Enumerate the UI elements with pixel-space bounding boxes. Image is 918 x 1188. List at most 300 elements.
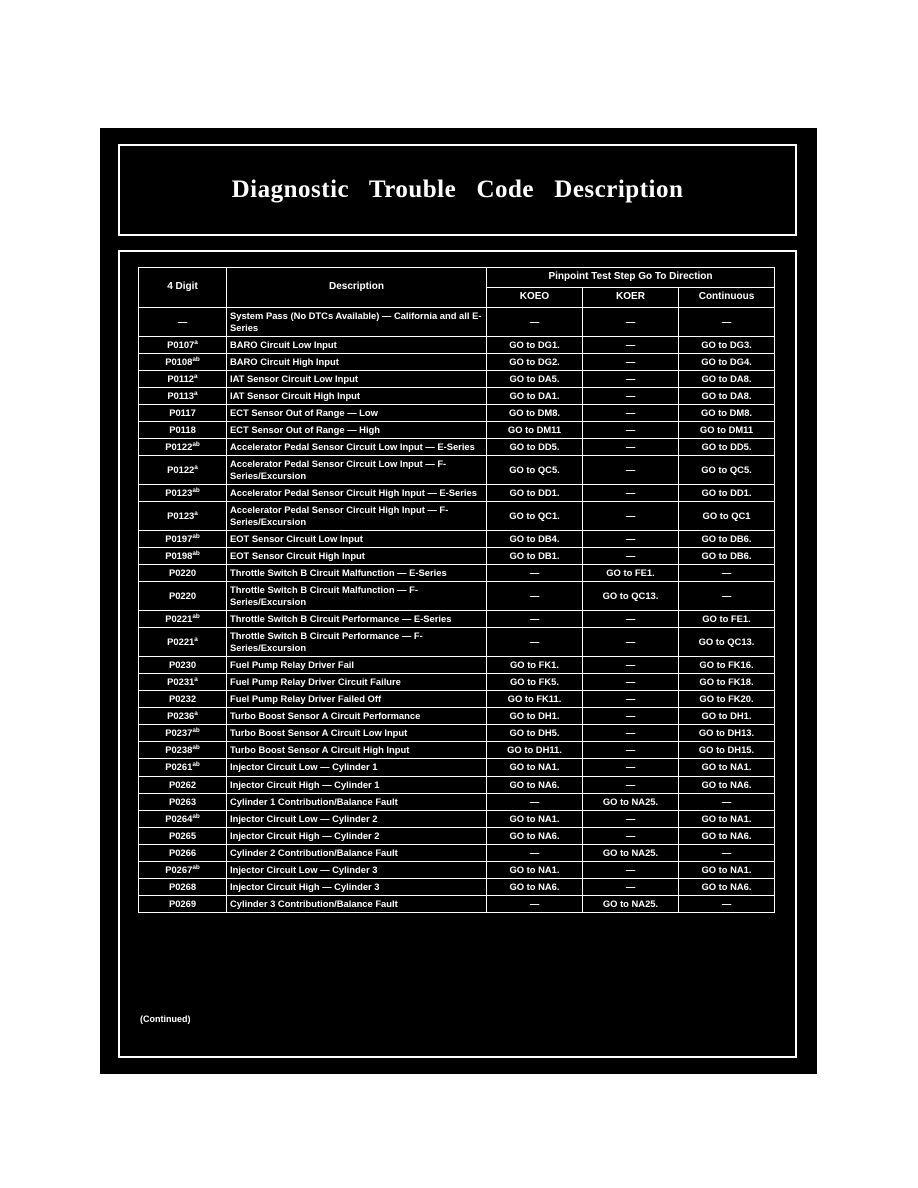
- cell-dtc-code: P0123$^a$: [139, 501, 227, 530]
- cell-description: Accelerator Pedal Sensor Circuit Low Input — F-Series/Excursion: [227, 455, 487, 484]
- pinpoint-test-step: NA1.: [538, 863, 560, 875]
- pinpoint-test-step: FK11.: [536, 693, 562, 705]
- cell-koer: [583, 582, 679, 611]
- cell-description: ECT Sensor Out of Range — Low: [227, 404, 487, 421]
- go-to-prefix: GO to: [701, 778, 731, 790]
- pinpoint-test-step: DM11: [536, 423, 562, 435]
- table-row: [139, 582, 775, 611]
- cell-koer: —: [583, 370, 679, 387]
- go-to-prefix: GO to: [509, 355, 538, 367]
- go-to-prefix: GO to: [701, 355, 730, 367]
- cell-dtc-code: $P0237^{ab}$: [139, 725, 227, 742]
- pinpoint-test-step: NA6.: [730, 829, 752, 841]
- cell-koeo: [487, 455, 583, 484]
- cell-koeo: —: [487, 628, 583, 657]
- cell-koer: —: [583, 531, 679, 548]
- cell-koer: —: [583, 742, 679, 759]
- pinpoint-test-step: DM8.: [537, 406, 561, 418]
- cell-dtc-code: P0107$^a$: [139, 336, 227, 353]
- cell-continuous: [679, 404, 775, 421]
- cell-dtc-code: P0112$^a$: [139, 370, 227, 387]
- go-to-prefix: GO to: [701, 863, 731, 875]
- cell-description: Fuel Pump Relay Driver Fail: [227, 657, 487, 674]
- column-header-description: Description: [227, 268, 487, 308]
- pinpoint-test-step: DG3.: [729, 338, 752, 350]
- pinpoint-test-step: DA1.: [538, 389, 560, 401]
- cell-description: System Pass (No DTCs Available) — California and all E-Series: [227, 307, 487, 336]
- cell-dtc-code: $P0123^{ab}$: [139, 484, 227, 501]
- cell-continuous: [679, 611, 775, 628]
- cell-koer: —: [583, 404, 679, 421]
- cell-continuous: [679, 370, 775, 387]
- cell-koeo: [487, 674, 583, 691]
- dtc-code-footnote-marker: ab: [192, 812, 200, 820]
- cell-description: EOT Sensor Circuit High Input: [227, 548, 487, 565]
- column-header-code: 4 Digit: [139, 268, 227, 308]
- dtc-code-footnote-marker: a: [194, 463, 198, 471]
- cell-koeo: —: [487, 565, 583, 582]
- go-to-prefix: GO to: [509, 372, 539, 384]
- pinpoint-test-step: DH5.: [538, 727, 560, 739]
- pinpoint-test-step: NA1.: [730, 761, 752, 773]
- cell-koer: —: [583, 336, 679, 353]
- go-to-prefix: GO to: [509, 486, 539, 498]
- cell-description: Throttle Switch B Circuit Malfunction — F-Series/Excursion: [227, 582, 487, 611]
- cell-dtc-code: P0230: [139, 657, 227, 674]
- go-to-prefix: GO to: [698, 636, 728, 648]
- go-to-prefix: GO to: [509, 463, 538, 475]
- cell-description: Injector Circuit Low — Cylinder 3: [227, 861, 487, 878]
- pinpoint-test-step: QC13.: [727, 636, 755, 648]
- continued-note: (Continued): [140, 1014, 191, 1024]
- pinpoint-test-step: DA8.: [730, 389, 752, 401]
- pinpoint-test-step: DM11: [728, 423, 754, 435]
- go-to-prefix: GO to: [701, 338, 730, 350]
- cell-dtc-code: P0269: [139, 895, 227, 912]
- table-row: [139, 827, 775, 844]
- cell-koer: —: [583, 776, 679, 793]
- cell-koer: —: [583, 455, 679, 484]
- go-to-prefix: GO to: [509, 812, 539, 824]
- table-row: [139, 387, 775, 404]
- cell-continuous: —: [679, 895, 775, 912]
- go-to-prefix: GO to: [701, 389, 731, 401]
- column-header-koeo: KOEO: [487, 287, 583, 307]
- pinpoint-test-step: DH15.: [727, 744, 755, 756]
- cell-koeo: [487, 438, 583, 455]
- table-row: [139, 742, 775, 759]
- dtc-code-footnote-marker: ab: [192, 440, 200, 448]
- cell-dtc-code: P0265: [139, 827, 227, 844]
- cell-koeo: —: [487, 844, 583, 861]
- go-to-prefix: GO to: [509, 550, 539, 562]
- table-row: [139, 657, 775, 674]
- go-to-prefix: GO to: [509, 880, 539, 892]
- cell-koeo: [487, 742, 583, 759]
- dtc-code-footnote-marker: a: [194, 710, 198, 718]
- cell-koer: —: [583, 611, 679, 628]
- pinpoint-test-step: DG4.: [729, 355, 752, 367]
- dtc-code-footnote-marker: ab: [192, 355, 200, 363]
- cell-description: IAT Sensor Circuit Low Input: [227, 370, 487, 387]
- pinpoint-test-step: FK5.: [538, 676, 559, 688]
- pinpoint-test-step: DM8.: [729, 406, 753, 418]
- go-to-prefix: GO to: [602, 897, 632, 909]
- cell-dtc-code: P0118: [139, 421, 227, 438]
- pinpoint-test-step: NA6.: [538, 829, 560, 841]
- cell-description: ECT Sensor Out of Range — High: [227, 421, 487, 438]
- dtc-code-footnote-marker: ab: [192, 532, 200, 540]
- go-to-prefix: GO to: [701, 463, 730, 475]
- pinpoint-test-step: NA25.: [631, 846, 659, 858]
- go-to-prefix: GO to: [509, 761, 539, 773]
- cell-koeo: [487, 421, 583, 438]
- go-to-prefix: GO to: [698, 727, 728, 739]
- pinpoint-test-step: NA25.: [631, 897, 659, 909]
- go-to-prefix: GO to: [701, 486, 731, 498]
- table-body: [139, 307, 775, 912]
- cell-continuous: [679, 353, 775, 370]
- cell-continuous: [679, 759, 775, 776]
- cell-dtc-code: $P0238^{ab}$: [139, 742, 227, 759]
- cell-continuous: [679, 628, 775, 657]
- go-to-prefix: GO to: [606, 567, 635, 579]
- pinpoint-test-step: NA6.: [538, 778, 560, 790]
- go-to-prefix: GO to: [509, 389, 539, 401]
- cell-continuous: [679, 708, 775, 725]
- dtc-code-footnote-marker: ab: [192, 486, 200, 494]
- cell-continuous: [679, 531, 775, 548]
- cell-dtc-code: $P0267^{ab}$: [139, 861, 227, 878]
- cell-koer: —: [583, 387, 679, 404]
- pinpoint-test-step: NA1.: [538, 761, 560, 773]
- cell-continuous: [679, 438, 775, 455]
- pinpoint-test-step: DG2.: [537, 355, 560, 367]
- cell-continuous: [679, 725, 775, 742]
- cell-description: Injector Circuit High — Cylinder 1: [227, 776, 487, 793]
- cell-dtc-code: P0266: [139, 844, 227, 861]
- cell-dtc-code: $P0197^{ab}$: [139, 531, 227, 548]
- cell-description: Throttle Switch B Circuit Performance — E-Series: [227, 611, 487, 628]
- table-row: [139, 725, 775, 742]
- cell-koeo: —: [487, 307, 583, 336]
- cell-dtc-code: P0236$^a$: [139, 708, 227, 725]
- cell-dtc-code: P0122$^a$: [139, 455, 227, 484]
- title-box: [118, 144, 797, 236]
- go-to-prefix: GO to: [699, 676, 729, 688]
- cell-dtc-code: P0113$^a$: [139, 387, 227, 404]
- pinpoint-test-step: NA1.: [538, 812, 560, 824]
- cell-koer: —: [583, 708, 679, 725]
- dtc-code-footnote-marker: ab: [192, 549, 200, 557]
- cell-description: Throttle Switch B Circuit Performance — F-Series/Excursion: [227, 628, 487, 657]
- table-head: [139, 268, 775, 308]
- cell-koeo: —: [487, 582, 583, 611]
- pinpoint-test-step: DD5.: [538, 440, 560, 452]
- go-to-prefix: GO to: [701, 829, 731, 841]
- table-row: [139, 793, 775, 810]
- cell-dtc-code: $P0122^{ab}$: [139, 438, 227, 455]
- pinpoint-test-step: DH11.: [535, 744, 562, 756]
- cell-description: Injector Circuit Low — Cylinder 2: [227, 810, 487, 827]
- dtc-code-footnote-marker: a: [194, 636, 198, 644]
- cell-continuous: —: [679, 565, 775, 582]
- pinpoint-test-step: QC5.: [537, 463, 560, 475]
- table-row: [139, 628, 775, 657]
- cell-koer: —: [583, 484, 679, 501]
- pinpoint-test-step: FE1.: [634, 567, 655, 579]
- cell-koeo: [487, 861, 583, 878]
- pinpoint-test-step: DH13.: [727, 727, 755, 739]
- go-to-prefix: GO to: [701, 372, 731, 384]
- cell-description: Turbo Boost Sensor A Circuit Performance: [227, 708, 487, 725]
- content-box: [118, 250, 797, 1058]
- cell-dtc-code: —: [139, 307, 227, 336]
- cell-continuous: [679, 548, 775, 565]
- go-to-prefix: GO to: [510, 676, 539, 688]
- cell-continuous: —: [679, 844, 775, 861]
- table-row: [139, 776, 775, 793]
- cell-dtc-code: P0221$^a$: [139, 628, 227, 657]
- cell-koeo: [487, 336, 583, 353]
- table-row: [139, 759, 775, 776]
- cell-dtc-code: P0268: [139, 878, 227, 895]
- cell-koer: —: [583, 501, 679, 530]
- cell-koer: [583, 565, 679, 582]
- cell-dtc-code: $P0198^{ab}$: [139, 548, 227, 565]
- cell-continuous: [679, 484, 775, 501]
- go-to-prefix: GO to: [701, 761, 731, 773]
- cell-continuous: [679, 861, 775, 878]
- cell-koeo: [487, 827, 583, 844]
- pinpoint-test-step: DB6.: [730, 533, 752, 545]
- cell-koeo: [487, 810, 583, 827]
- go-to-prefix: GO to: [509, 829, 539, 841]
- cell-koer: —: [583, 548, 679, 565]
- go-to-prefix: GO to: [509, 863, 539, 875]
- cell-continuous: [679, 421, 775, 438]
- table-row: [139, 484, 775, 501]
- cell-dtc-code: P0117: [139, 404, 227, 421]
- cell-koer: —: [583, 353, 679, 370]
- table-row: [139, 611, 775, 628]
- cell-dtc-code: P0231$^a$: [139, 674, 227, 691]
- go-to-prefix: GO to: [701, 550, 731, 562]
- dtc-code-footnote-marker: a: [194, 389, 198, 397]
- dtc-code-footnote-marker: a: [194, 509, 198, 517]
- pinpoint-test-step: NA1.: [730, 812, 752, 824]
- table-row: [139, 895, 775, 912]
- go-to-prefix: GO to: [702, 613, 731, 625]
- cell-continuous: [679, 878, 775, 895]
- go-to-prefix: GO to: [510, 659, 539, 671]
- pinpoint-test-step: DB4.: [538, 533, 560, 545]
- dtc-code-footnote-marker: a: [194, 372, 198, 380]
- table-row: [139, 691, 775, 708]
- pinpoint-test-step: NA1.: [730, 863, 752, 875]
- pinpoint-test-step: QC1: [731, 509, 751, 521]
- cell-continuous: [679, 810, 775, 827]
- cell-continuous: —: [679, 793, 775, 810]
- table-row: [139, 438, 775, 455]
- cell-dtc-code: P0220: [139, 582, 227, 611]
- table-row: [139, 307, 775, 336]
- cell-continuous: [679, 691, 775, 708]
- cell-koer: —: [583, 438, 679, 455]
- pinpoint-test-step: DA5.: [538, 372, 560, 384]
- pinpoint-test-step: FK16.: [728, 659, 754, 671]
- cell-koeo: [487, 404, 583, 421]
- cell-description: Throttle Switch B Circuit Malfunction — E-Series: [227, 565, 487, 582]
- table-row: [139, 370, 775, 387]
- cell-description: BARO Circuit High Input: [227, 353, 487, 370]
- pinpoint-test-step: FK1.: [538, 659, 559, 671]
- cell-koeo: —: [487, 793, 583, 810]
- cell-koeo: [487, 776, 583, 793]
- go-to-prefix: GO to: [507, 423, 537, 435]
- cell-koeo: [487, 708, 583, 725]
- pinpoint-test-step: DD1.: [538, 486, 560, 498]
- go-to-prefix: GO to: [699, 659, 729, 671]
- pinpoint-test-step: DB1.: [538, 550, 560, 562]
- pinpoint-test-step: DA8.: [730, 372, 752, 384]
- pinpoint-test-step: NA6.: [730, 880, 752, 892]
- pinpoint-test-step: DH1.: [730, 710, 752, 722]
- page-title: Diagnostic Trouble Code Description: [231, 176, 684, 203]
- cell-description: Injector Circuit High — Cylinder 2: [227, 827, 487, 844]
- table-row: [139, 404, 775, 421]
- cell-description: Accelerator Pedal Sensor Circuit Low Input — E-Series: [227, 438, 487, 455]
- cell-description: Accelerator Pedal Sensor Circuit High Input — E-Series: [227, 484, 487, 501]
- cell-koeo: [487, 353, 583, 370]
- cell-koeo: [487, 878, 583, 895]
- table-row: [139, 336, 775, 353]
- cell-dtc-code: P0220: [139, 565, 227, 582]
- dtc-code-footnote-marker: ab: [192, 744, 200, 752]
- cell-continuous: [679, 501, 775, 530]
- go-to-prefix: GO to: [699, 693, 729, 705]
- table-row: [139, 565, 775, 582]
- cell-koer: —: [583, 691, 679, 708]
- cell-description: BARO Circuit Low Input: [227, 336, 487, 353]
- cell-description: Injector Circuit High — Cylinder 3: [227, 878, 487, 895]
- cell-koeo: [487, 531, 583, 548]
- go-to-prefix: GO to: [698, 744, 728, 756]
- dtc-code-footnote-marker: a: [194, 338, 198, 346]
- column-group-header-pinpoint: Pinpoint Test Step Go To Direction: [487, 268, 775, 288]
- column-header-koer: KOER: [583, 287, 679, 307]
- cell-description: Turbo Boost Sensor A Circuit Low Input: [227, 725, 487, 742]
- column-header-continuous: Continuous: [679, 287, 775, 307]
- table-header-row-group: [139, 268, 775, 288]
- cell-dtc-code: P0262: [139, 776, 227, 793]
- pinpoint-test-step: NA6.: [538, 880, 560, 892]
- cell-koeo: —: [487, 895, 583, 912]
- pinpoint-test-step: QC13.: [631, 590, 659, 602]
- go-to-prefix: GO to: [699, 423, 729, 435]
- cell-koeo: [487, 370, 583, 387]
- pinpoint-test-step: DG1.: [537, 338, 560, 350]
- cell-koer: [583, 844, 679, 861]
- cell-description: IAT Sensor Circuit High Input: [227, 387, 487, 404]
- go-to-prefix: GO to: [602, 846, 632, 858]
- cell-koer: —: [583, 827, 679, 844]
- table-row: [139, 421, 775, 438]
- go-to-prefix: GO to: [509, 338, 538, 350]
- go-to-prefix: GO to: [509, 533, 539, 545]
- dtc-code-footnote-marker: a: [194, 676, 198, 684]
- cell-dtc-code: P0263: [139, 793, 227, 810]
- pinpoint-test-step: FE1.: [730, 613, 751, 625]
- go-to-prefix: GO to: [602, 590, 632, 602]
- cell-continuous: [679, 776, 775, 793]
- pinpoint-test-step: NA25.: [631, 795, 659, 807]
- cell-description: EOT Sensor Circuit Low Input: [227, 531, 487, 548]
- cell-koeo: [487, 691, 583, 708]
- table-row: [139, 501, 775, 530]
- cell-koer: —: [583, 861, 679, 878]
- cell-koer: —: [583, 421, 679, 438]
- cell-description: Turbo Boost Sensor A Circuit High Input: [227, 742, 487, 759]
- cell-continuous: [679, 336, 775, 353]
- table-row: [139, 861, 775, 878]
- dtc-code-footnote-marker: ab: [192, 863, 200, 871]
- go-to-prefix: GO to: [701, 533, 731, 545]
- go-to-prefix: GO to: [509, 509, 538, 521]
- dtc-code-footnote-marker: ab: [192, 613, 200, 621]
- cell-continuous: [679, 387, 775, 404]
- cell-koer: —: [583, 674, 679, 691]
- table-row: [139, 810, 775, 827]
- scanned-page-plate: [100, 128, 817, 1074]
- cell-dtc-code: $P0261^{ab}$: [139, 759, 227, 776]
- pinpoint-test-step: QC1.: [537, 509, 560, 521]
- cell-description: Fuel Pump Relay Driver Circuit Failure: [227, 674, 487, 691]
- cell-koeo: [487, 657, 583, 674]
- cell-continuous: [679, 657, 775, 674]
- table-row: [139, 844, 775, 861]
- pinpoint-test-step: NA6.: [730, 778, 752, 790]
- cell-continuous: [679, 455, 775, 484]
- dtc-code-footnote-marker: ab: [192, 727, 200, 735]
- dtc-code-footnote-marker: ab: [192, 761, 200, 769]
- table-row: [139, 674, 775, 691]
- go-to-prefix: GO to: [602, 795, 632, 807]
- cell-description: Cylinder 3 Contribution/Balance Fault: [227, 895, 487, 912]
- cell-koer: —: [583, 810, 679, 827]
- cell-description: Accelerator Pedal Sensor Circuit High Input — F-Series/Excursion: [227, 501, 487, 530]
- go-to-prefix: GO to: [509, 778, 539, 790]
- cell-continuous: [679, 674, 775, 691]
- go-to-prefix: GO to: [700, 406, 730, 418]
- table-row: [139, 531, 775, 548]
- pinpoint-test-step: DD1.: [730, 486, 752, 498]
- go-to-prefix: GO to: [509, 710, 539, 722]
- cell-koer: —: [583, 878, 679, 895]
- go-to-prefix: GO to: [701, 812, 731, 824]
- pinpoint-test-step: QC5.: [729, 463, 752, 475]
- cell-description: Injector Circuit Low — Cylinder 1: [227, 759, 487, 776]
- cell-continuous: [679, 742, 775, 759]
- cell-dtc-code: $P0221^{ab}$: [139, 611, 227, 628]
- cell-koer: —: [583, 628, 679, 657]
- go-to-prefix: GO to: [509, 440, 539, 452]
- dtc-table: [138, 267, 775, 913]
- cell-dtc-code: $P0108^{ab}$: [139, 353, 227, 370]
- go-to-prefix: GO to: [702, 509, 732, 521]
- table-row: [139, 878, 775, 895]
- cell-koeo: [487, 484, 583, 501]
